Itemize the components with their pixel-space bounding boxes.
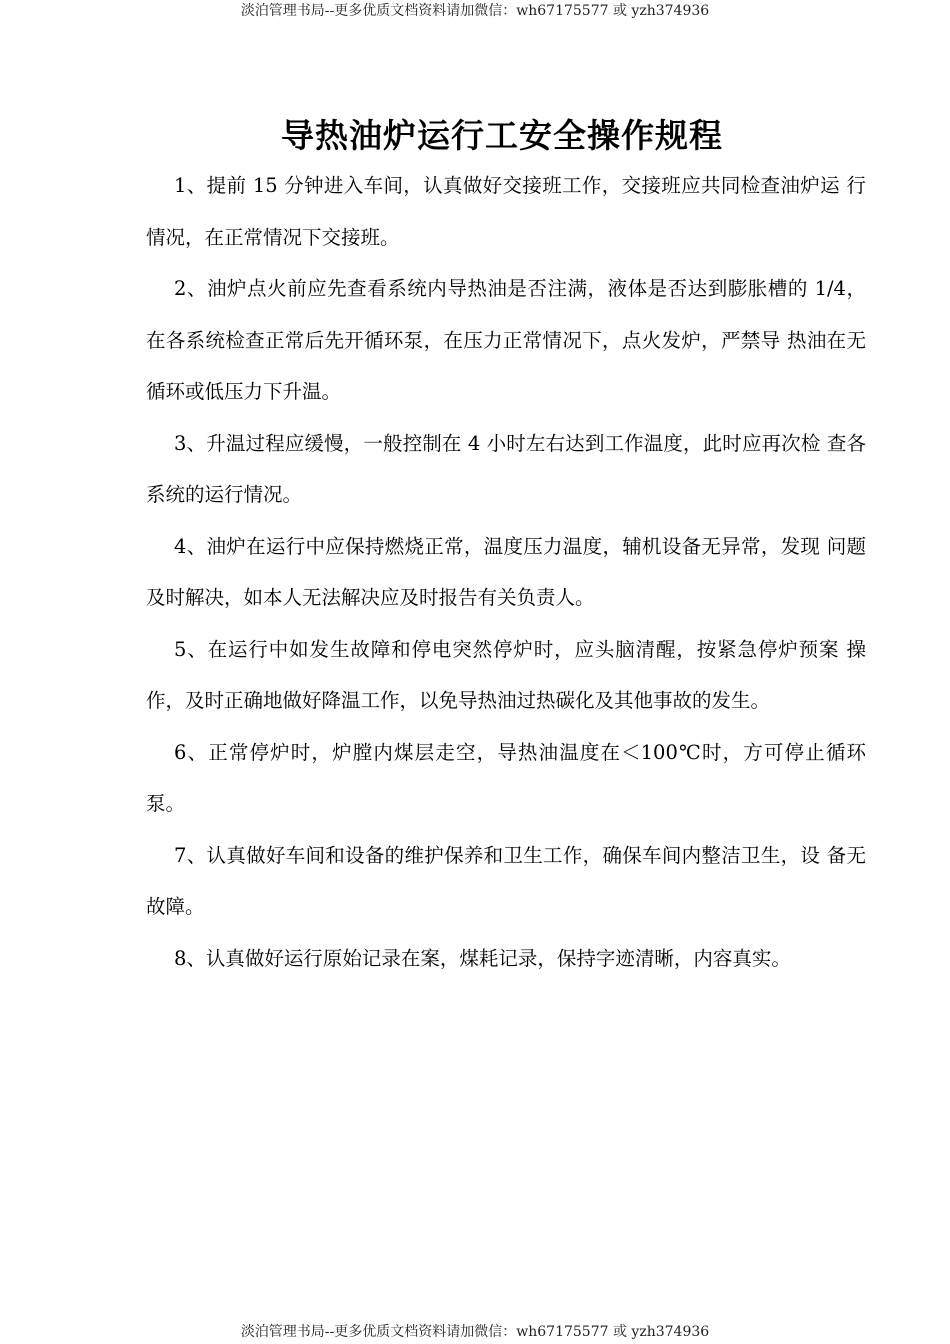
rule-paragraph-7: 7、认真做好车间和设备的维护保养和卫生工作，确保车间内整洁卫生，设 备无故障。 (146, 843, 866, 918)
header-watermark: 淡泊管理书局--更多优质文档资料请加微信：wh67175577 或 yzh374936 (240, 3, 710, 19)
document-body (146, 160, 866, 984)
rule-paragraph-8: 8、认真做好运行原始记录在案，煤耗记录，保持字迹清晰，内容真实。 (174, 946, 791, 970)
rule-paragraph-4: 4、油炉在运行中应保持燃烧正常，温度压力温度，辅机设备无异常，发现 问题及时解决，如本人无法解决应及时报告有关负责人。 (146, 534, 866, 609)
document-title: 导热油炉运行工安全操作规程 (281, 116, 723, 156)
rule-paragraph-5: 5、在运行中如发生故障和停电突然停炉时，应头脑清醒，按紧急停炉预案 操作，及时正确地做好降温工作，以免导热油过热碳化及其他事故的发生。 (146, 637, 866, 712)
rule-paragraph-1: 1、提前 15 分钟进入车间，认真做好交接班工作，交接班应共同检查油炉运 行情况，在正常情况下交接班。 (146, 174, 866, 249)
rule-paragraph-6: 6、正常停炉时，炉膛内煤层走空，导热油温度在＜100℃时，方可停止循环泵。 (146, 740, 866, 815)
footer-watermark: 淡泊管理书局--更多优质文档资料请加微信：wh67175577 或 yzh374936 (240, 1324, 710, 1340)
rule-paragraph-3: 3、升温过程应缓慢，一般控制在 4 小时左右达到工作温度，此时应再次检 查各系统的运行情况。 (146, 431, 866, 506)
rule-paragraph-2: 2、油炉点火前应先查看系统内导热油是否注满，液体是否达到膨胀槽的 1/4，在各系统检查正常后先开循环泵，在压力正常情况下，点火发炉，严禁导 热油在无循环或低压力下升温。 (146, 277, 866, 403)
